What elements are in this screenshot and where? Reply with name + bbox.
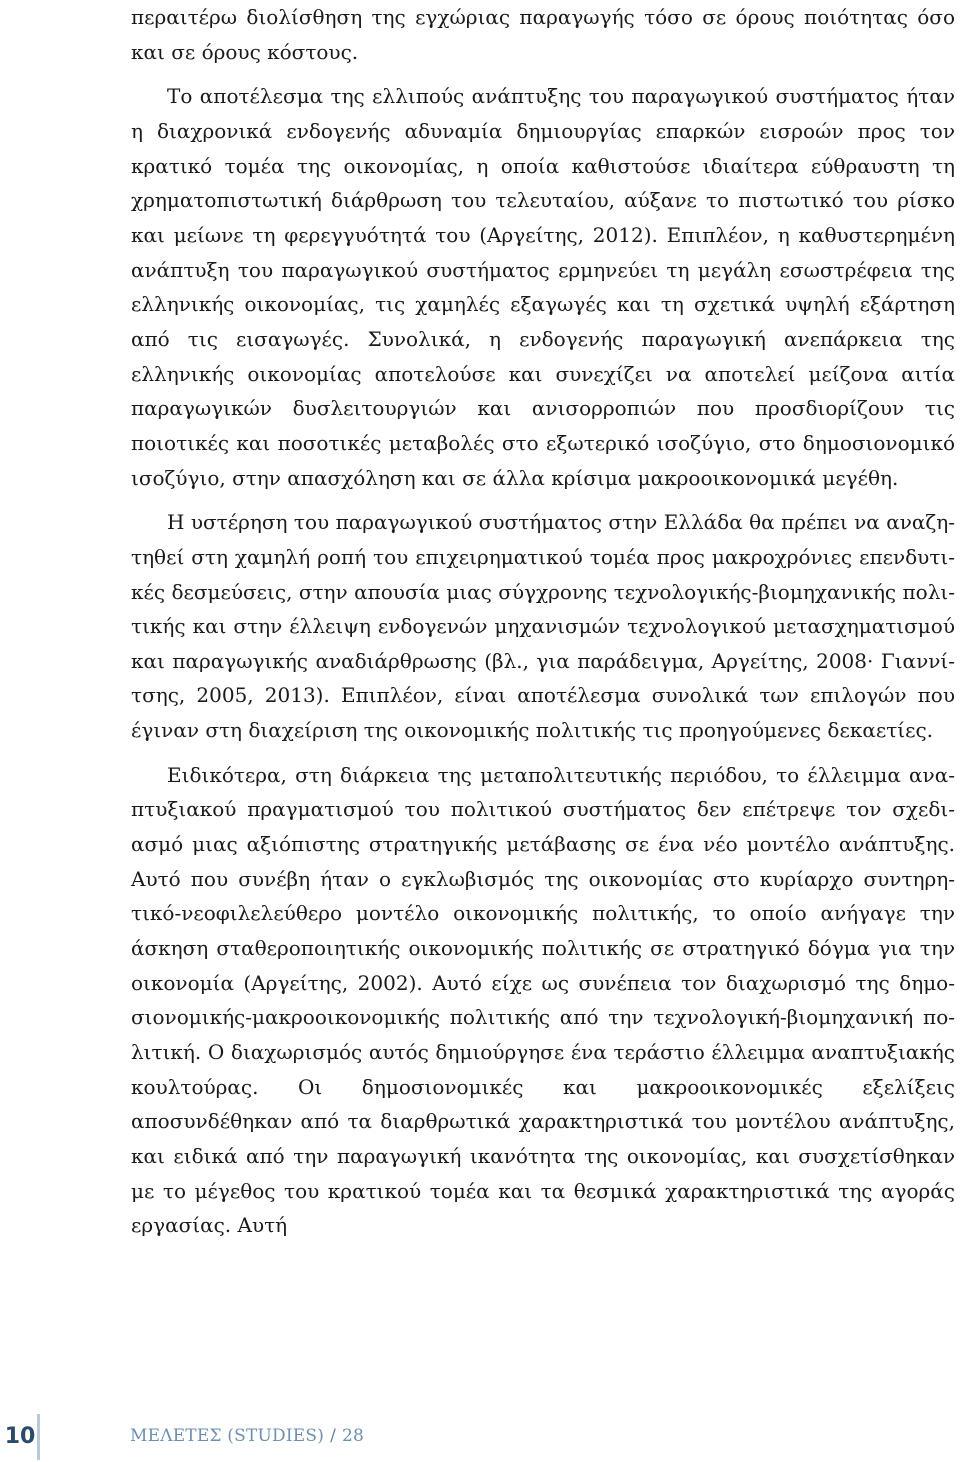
page-footer xyxy=(0,1410,960,1462)
title-separator: / xyxy=(330,1426,336,1446)
running-title xyxy=(130,1426,364,1446)
series-title: ΜΕΛΕΤΕΣ (STUDIES) xyxy=(130,1426,325,1446)
page-number: 10 xyxy=(4,1424,36,1449)
issue-number: 28 xyxy=(342,1426,365,1446)
paragraph-continuation: περαιτέρω διολίσθηση της εγχώριας παραγωγής τόσο σε όρους ποιότητας όσο και σε όρους κόστους. xyxy=(131,5,955,64)
page-number-tab xyxy=(0,1414,40,1460)
paragraph: Ειδικότερα, στη διάρκεια της μεταπολιτευτικής περιόδου, το έλλειμμα αναπτυξιακού πραγματισμού του πολιτικού συστήματος δεν επέτρεψε τον σχεδιασμό μιας αξιόπιστης στρατηγικής μετάβασης σε ένα νέο μοντέλο ανάπτυξης. Αυτό που συνέβη ήταν ο εγκλωβισμός της οικονομίας στο κυρίαρχο συντηρητικό-νεοφιλελεύθερο μοντέλο οικονομικής πολιτικής, το οποίο ανήγαγε την άσκηση σταθεροποιητικής οικονομικής πολιτικής σε στρατηγικό δόγμα για την οικονομία (Αργείτης, 2002). Αυτό είχε ως συνέπεια τον διαχωρισμό της δημοσιονομικής-μακροοικονομικής πολιτικής από την τεχνολογική-βιομηχανική πολιτική. Ο διαχωρισμός αυτός δημιούργησε ένα τεράστιο έλλειμμα αναπτυξιακής κουλτούρας. Οι δημοσιονομικές και μακροοικονομικές εξελίξεις αποσυνδέθηκαν από τα διαρθρωτικά χαρακτηριστικά του μοντέλου ανάπτυξης, και ειδικά από την παραγωγική ικανότητα της οικονομίας, και συσχετίσθηκαν με το μέγεθος του κρατικού τομέα και τα θεσμικά χαρακτηριστικά της αγοράς εργασίας. Αυτή xyxy=(131,762,955,1238)
paragraph: Το αποτέλεσμα της ελλιπούς ανάπτυξης του παραγωγικού συστήματος ήταν η διαχρονικά ενδογενής αδυναμία δημιουργίας επαρκών εισροών προς τον κρατικό τομέα της οικονομίας, η οποία καθιστούσε ιδιαίτερα εύθραυστη τη χρηματοπιστωτική διάρθρωση του τελευταίου, αύξανε το πιστωτικό του ρίσκο και μείωνε τη φερεγγυότητά του (Αργείτης, 2012). Επιπλέον, η καθυστερημένη ανάπτυξη του παραγωγικού συστήματος ερμηνεύει τη μεγάλη εσωστρέφεια της ελληνικής οικονομίας, τις χαμηλές εξαγωγές και τη σχετικά υψηλή εξάρτηση από τις εισαγωγές. Συνολικά, η ενδογενής παραγωγική ανεπάρκεια της ελληνικής οικονομίας αποτελούσε και συνεχίζει να αποτελεί μείζονα αιτία παραγωγικών δυσλειτουργιών και ανισορροπιών που προσδιορίζουν τις ποιοτικές και ποσοτικές μεταβολές στο εξωτερικό ισοζύγιο, στο δημοσιονομικό ισοζύγιο, στην απασχόληση και σε άλλα κρίσιμα μακροοικονομικά μεγέθη. xyxy=(131,84,955,490)
paragraph: Η υστέρηση του παραγωγικού συστήματος στην Ελλάδα θα πρέπει να αναζητηθεί στη χαμηλή ροπή του επιχειρηματικού τομέα προς μακροχρόνιες επενδυτικές δεσμεύσεις, στην απουσία μιας σύγχρονης τεχνολογικής-βιομηχανικής πολιτικής και στην έλλειψη ενδογενών μηχανισμών τεχνολογικού μετασχηματισμού και παραγωγικής αναδιάρθρωσης (βλ., για παράδειγμα, Αργείτης, 2008· Γιαννίτσης, 2005, 2013). Επιπλέον, είναι αποτέλεσμα συνολικά των επιλογών που έγιναν στη διαχείριση της οικονομικής πολιτικής τις προηγούμενες δεκαετίες. xyxy=(131,510,955,743)
body-text xyxy=(131,0,955,1243)
